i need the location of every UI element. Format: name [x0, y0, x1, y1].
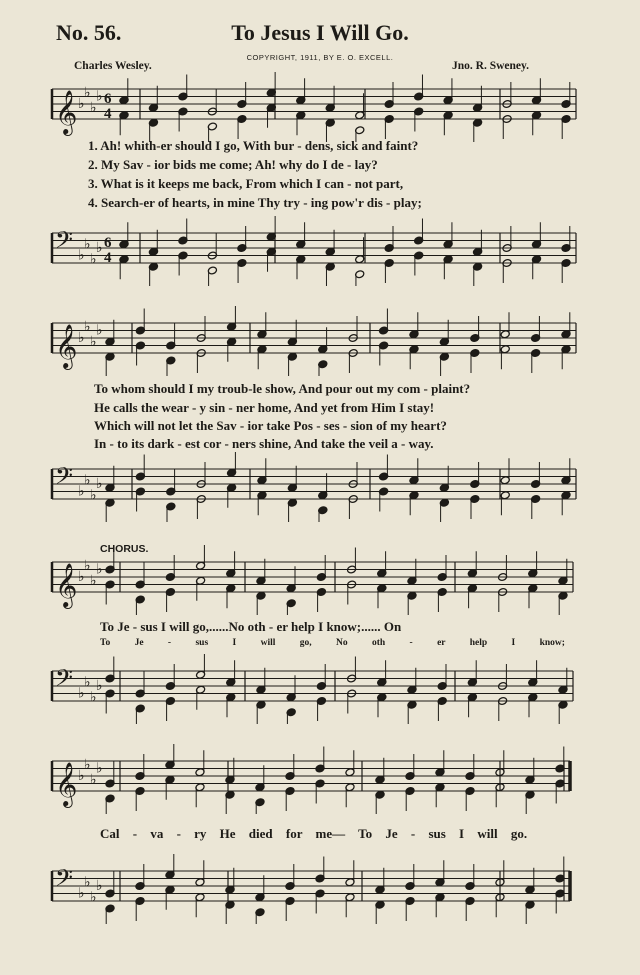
system-4-bass-staff	[0, 854, 640, 924]
flat-icon: ♭	[90, 251, 97, 268]
bass-clef-icon: 𝄢	[55, 226, 74, 259]
verse-1-line-1: 1. Ah! whith-er should I go, With bur - dens, sick and faint?	[88, 138, 419, 153]
flat-icon: ♭	[96, 322, 103, 339]
flat-icon: ♭	[84, 84, 91, 101]
treble-clef-icon: 𝄞	[55, 90, 78, 134]
hymn-number: No. 56.	[56, 20, 122, 45]
flat-icon: ♭	[78, 96, 85, 112]
flat-icon: ♭	[90, 689, 97, 706]
verse-3-line-1: 3. What is it keeps me back, From which I can - not part,	[88, 176, 404, 191]
treble-clef-icon: 𝄞	[55, 563, 78, 607]
flat-icon: ♭	[90, 99, 97, 116]
verse-2-line-2: He calls the wear - y sin - ner home, And yet from Him I stay!	[94, 400, 435, 415]
system-1-bass-staff	[0, 216, 640, 286]
flat-icon: ♭	[96, 88, 103, 105]
svg-text:4: 4	[104, 250, 112, 266]
bass-clef-icon: 𝄢	[55, 864, 74, 897]
flat-icon: ♭	[90, 771, 97, 788]
flat-icon: ♭	[78, 885, 85, 902]
svg-text:6: 6	[104, 91, 112, 107]
verse-2-line-1: 2. My Sav - ior bids me come; Ah! why do I de - lay?	[88, 157, 378, 172]
hymn-title: To Jesus I Will Go.	[231, 20, 409, 45]
flat-icon: ♭	[78, 483, 85, 500]
flat-icon: ♭	[84, 236, 91, 253]
treble-clef-icon: 𝄞	[55, 324, 78, 368]
system-3-bass-staff	[0, 654, 640, 724]
flat-icon: ♭	[84, 756, 91, 773]
flat-icon: ♭	[90, 333, 97, 350]
svg-text:4: 4	[104, 106, 112, 122]
flat-icon: ♭	[78, 768, 85, 784]
flat-icon: ♭	[78, 569, 85, 585]
treble-clef-icon: 𝄞	[55, 762, 78, 806]
flat-icon: ♭	[78, 330, 85, 346]
svg-text:6: 6	[104, 235, 112, 251]
flat-icon: ♭	[78, 685, 85, 702]
flat-icon: ♭	[90, 487, 97, 504]
flat-icon: ♭	[96, 240, 103, 256]
author-credit: Charles Wesley.	[74, 60, 152, 72]
verse-4-line-1: 4. Search-er of hearts, in mine Thy try - ing pow'r dis - play;	[88, 195, 422, 210]
copyright-notice: COPYRIGHT, 1911, BY E. O. EXCELL.	[246, 53, 394, 62]
verse-1-line-2: To whom should I my troub-le show, And pour out my com - plaint?	[94, 381, 471, 396]
composer-credit: Jno. R. Sweney.	[452, 60, 529, 72]
flat-icon: ♭	[84, 557, 91, 574]
flat-icon: ♭	[96, 561, 103, 578]
flat-icon: ♭	[96, 760, 103, 777]
flat-icon: ♭	[90, 889, 97, 906]
flat-icon: ♭	[96, 476, 103, 492]
flat-icon: ♭	[84, 472, 91, 489]
bass-clef-icon: 𝄢	[55, 462, 74, 495]
flat-icon: ♭	[96, 878, 103, 894]
system-2-bass-staff	[0, 452, 640, 522]
flat-icon: ♭	[78, 247, 85, 264]
flat-icon: ♭	[84, 874, 91, 891]
system-1-treble-staff	[0, 72, 640, 142]
bass-clef-icon: 𝄢	[55, 664, 74, 697]
flat-icon: ♭	[96, 678, 103, 694]
system-4-treble-staff	[0, 744, 640, 814]
chorus-label: CHORUS.	[100, 543, 149, 555]
chorus-line-1: To Je - sus I will go,......No oth - er help I know;...... On	[100, 619, 402, 634]
system-3-treble-staff	[0, 545, 640, 615]
flat-icon: ♭	[84, 318, 91, 335]
flat-icon: ♭	[84, 674, 91, 691]
system-2-treble-staff	[0, 306, 640, 376]
chorus-line-1-bass: To Je - sus I will go, No oth - er help I know;	[100, 638, 565, 648]
chorus-line-2: Cal - va - ry He died for me— To Je - sus I will go.	[100, 826, 528, 841]
verse-3-line-2: Which will not let the Sav - ior take Pos - ses - sion of my heart?	[94, 418, 447, 433]
flat-icon: ♭	[90, 572, 97, 589]
verse-4-line-2: In - to its dark - est cor - ners shine, And take the veil a - way.	[94, 436, 434, 451]
